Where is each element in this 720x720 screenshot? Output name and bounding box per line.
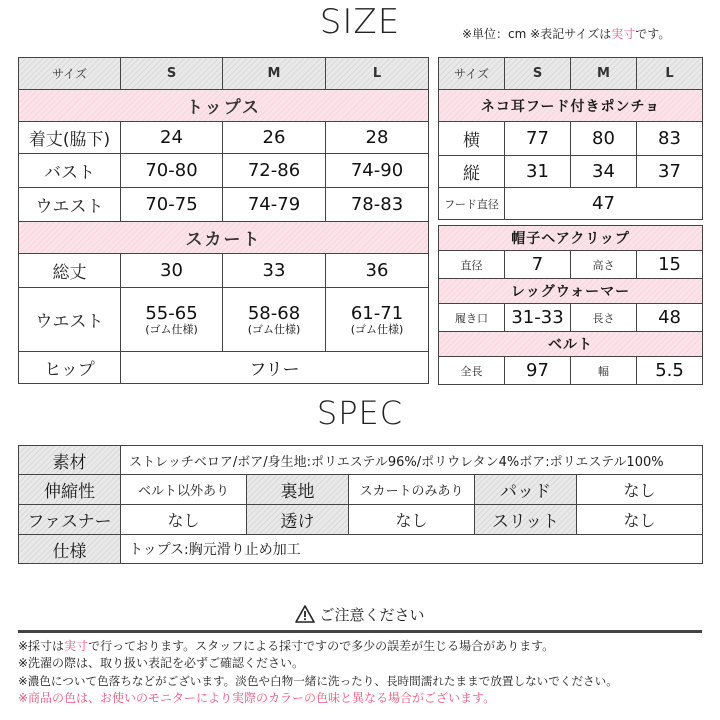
value-l: 83 bbox=[637, 122, 703, 156]
skirt-category: スカート bbox=[19, 222, 429, 254]
note-text: で行っております。スタッフによる採寸ですので多少の誤差が生じる場合があります。 bbox=[88, 639, 555, 653]
header-l: L bbox=[326, 58, 429, 90]
header-s: S bbox=[505, 58, 571, 90]
spec-table bbox=[18, 445, 703, 564]
slit-value: なし bbox=[577, 505, 703, 535]
material-value: ストレッチベロア/ボア/身生地:ポリエステル96%/ポリウレタン4%ボア:ポリエステル100% bbox=[121, 446, 703, 475]
table-row bbox=[19, 352, 429, 384]
note-line bbox=[18, 638, 618, 655]
value: 7 bbox=[505, 251, 571, 279]
row-label: ウエスト bbox=[19, 288, 121, 352]
value-m bbox=[223, 288, 326, 352]
table-row bbox=[439, 188, 703, 220]
divider bbox=[18, 630, 702, 633]
table-row bbox=[439, 357, 703, 385]
note-text: ※洗濯の際は、取り扱い表記を必ずご確認ください。 bbox=[18, 656, 305, 671]
note-line bbox=[18, 673, 618, 690]
poncho-title: ネコ耳フード付きポンチョ bbox=[439, 90, 703, 122]
accessory-size-table bbox=[438, 225, 703, 385]
row-label: 総丈 bbox=[19, 254, 121, 288]
value-hood: 47 bbox=[505, 188, 703, 220]
slit-label: スリット bbox=[475, 505, 577, 535]
belt-title: ベルト bbox=[439, 332, 703, 357]
finish-label: 仕様 bbox=[19, 535, 121, 564]
elastic-note: (ゴム仕様) bbox=[247, 323, 301, 336]
pad-value: なし bbox=[577, 475, 703, 505]
table-row bbox=[439, 251, 703, 279]
row-label: 直径 bbox=[439, 251, 505, 279]
row-label: ヒップ bbox=[19, 352, 121, 384]
zipper-value: なし bbox=[121, 505, 247, 535]
sheer-label: 透け bbox=[247, 505, 349, 535]
value-s: 30 bbox=[121, 254, 223, 288]
elastic-note: (ゴム仕様) bbox=[145, 323, 198, 336]
caution-heading bbox=[0, 604, 720, 627]
tops-size-table bbox=[18, 57, 429, 384]
pad-label: パッド bbox=[475, 475, 577, 505]
unit-note bbox=[462, 25, 670, 42]
value: 48 bbox=[637, 304, 703, 332]
value-m: 26 bbox=[223, 122, 326, 154]
row-label: 全長 bbox=[439, 357, 505, 385]
caution-title: ご注意ください bbox=[319, 606, 425, 624]
value-m: 72-86 bbox=[223, 154, 326, 188]
row-label: 縦 bbox=[439, 156, 505, 188]
value-s: 77 bbox=[505, 122, 571, 156]
value-free: フリー bbox=[121, 352, 429, 384]
elastic-note: (ゴム仕様) bbox=[350, 323, 404, 336]
header-m: M bbox=[223, 58, 326, 90]
value-m: 74-79 bbox=[223, 188, 326, 222]
value-l: 78-83 bbox=[326, 188, 429, 222]
row-label: 履き口 bbox=[439, 304, 505, 332]
header-size: サイズ bbox=[19, 58, 121, 90]
row-label: 幅 bbox=[571, 357, 637, 385]
value: 97 bbox=[505, 357, 571, 385]
table-row bbox=[19, 475, 703, 505]
row-label: 長さ bbox=[571, 304, 637, 332]
value-m: 33 bbox=[223, 254, 326, 288]
header-m: M bbox=[571, 58, 637, 90]
value-main: 58-68 bbox=[247, 303, 301, 324]
value-s bbox=[121, 288, 223, 352]
value-s: 24 bbox=[121, 122, 223, 154]
unit-note-accent: 実寸 bbox=[611, 27, 636, 41]
tops-category: トップス bbox=[19, 90, 429, 122]
value-s: 70-75 bbox=[121, 188, 223, 222]
note-accent: 実寸 bbox=[64, 639, 89, 653]
value-l: 36 bbox=[326, 254, 429, 288]
caution-notes bbox=[18, 638, 618, 708]
row-label: バスト bbox=[19, 154, 121, 188]
note-line bbox=[18, 690, 618, 707]
table-row bbox=[19, 446, 703, 475]
value-l bbox=[326, 288, 429, 352]
note-text: ※採寸は bbox=[18, 639, 65, 653]
value: 15 bbox=[637, 251, 703, 279]
stretch-label: 伸縮性 bbox=[19, 475, 121, 505]
row-label: フード直径 bbox=[439, 188, 505, 220]
material-label: 素材 bbox=[19, 446, 121, 475]
lining-label: 裏地 bbox=[247, 475, 349, 505]
table-row bbox=[19, 154, 429, 188]
table-row bbox=[19, 535, 703, 564]
value-l: 74-90 bbox=[326, 154, 429, 188]
value-s: 70-80 bbox=[121, 154, 223, 188]
unit-note-post: です。 bbox=[635, 27, 671, 41]
table-row bbox=[19, 254, 429, 288]
note-accent: ※商品の色は、お使いのモニターにより実際のカラーの色味と異なる場合がございます。 bbox=[18, 691, 496, 706]
legwarmer-title: レッグウォーマー bbox=[439, 279, 703, 304]
value-s: 31 bbox=[505, 156, 571, 188]
table-row bbox=[19, 505, 703, 535]
row-label: ウエスト bbox=[19, 188, 121, 222]
row-label: 着丈(脇下) bbox=[19, 122, 121, 154]
table-row bbox=[439, 156, 703, 188]
clip-title: 帽子ヘアクリップ bbox=[439, 226, 703, 251]
table-row bbox=[19, 122, 429, 154]
row-label: 高さ bbox=[571, 251, 637, 279]
header-l: L bbox=[637, 58, 703, 90]
zipper-label: ファスナー bbox=[19, 505, 121, 535]
value-m: 80 bbox=[571, 122, 637, 156]
header-size: サイズ bbox=[439, 58, 505, 90]
value-main: 61-71 bbox=[350, 303, 404, 324]
unit-note-pre: ※単位：cm ※表記サイズは bbox=[462, 27, 612, 41]
table-row bbox=[439, 304, 703, 332]
size-title: SIZE bbox=[319, 2, 401, 42]
spec-title: SPEC bbox=[316, 394, 404, 432]
table-row bbox=[19, 288, 429, 352]
table-row bbox=[439, 122, 703, 156]
table-row bbox=[19, 188, 429, 222]
value: 5.5 bbox=[637, 357, 703, 385]
warning-icon bbox=[295, 605, 315, 627]
value-main: 55-65 bbox=[145, 303, 198, 324]
lining-value: スカートのみあり bbox=[349, 475, 475, 505]
stretch-value: ベルト以外あり bbox=[121, 475, 247, 505]
value-l: 28 bbox=[326, 122, 429, 154]
poncho-size-table bbox=[438, 57, 703, 220]
note-line bbox=[18, 655, 618, 672]
note-text: ※濃色について色落ちなどがございます。淡色や白物一緒に洗ったり、長時間濡れたままで放置しないでください。 bbox=[18, 673, 618, 688]
row-label: 横 bbox=[439, 122, 505, 156]
value-l: 37 bbox=[637, 156, 703, 188]
value: 31-33 bbox=[505, 304, 571, 332]
sheer-value: なし bbox=[349, 505, 475, 535]
header-s: S bbox=[121, 58, 223, 90]
value-m: 34 bbox=[571, 156, 637, 188]
finish-value: トップス:胸元滑り止め加工 bbox=[121, 535, 703, 564]
